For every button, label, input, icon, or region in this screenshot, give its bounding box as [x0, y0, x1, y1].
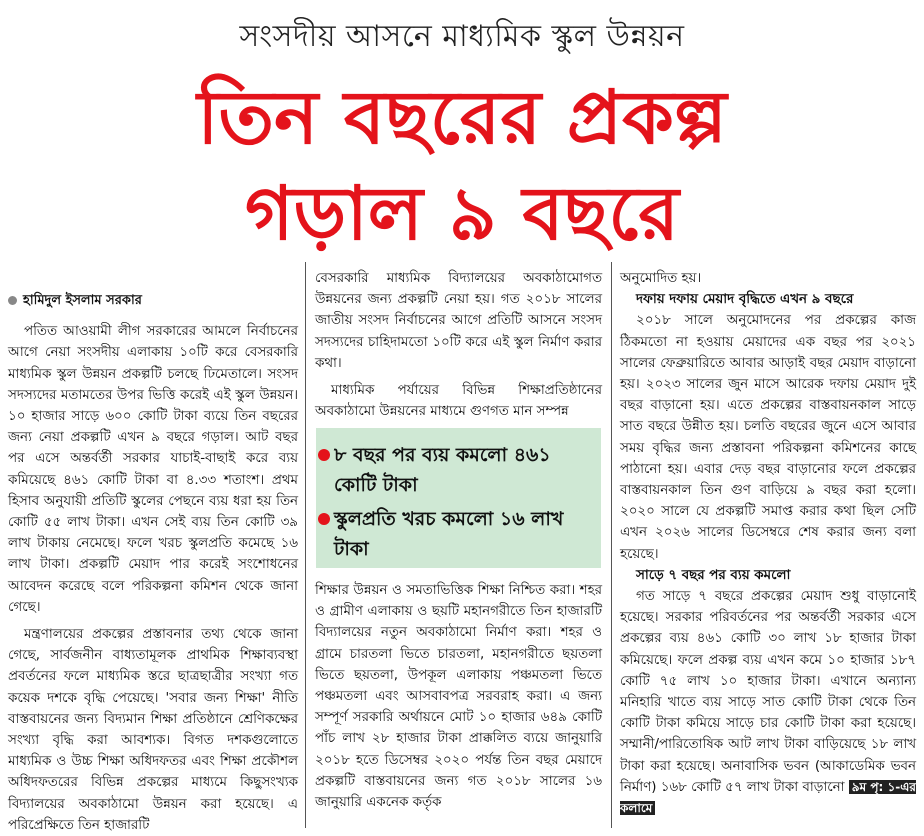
bullet-icon [318, 449, 330, 461]
highlight-box [316, 428, 601, 568]
headline-line-2: গড়াল ৯ বছরে [245, 171, 679, 257]
article-column-1 [8, 290, 298, 836]
highlight-text: ৮ বছর পর ব্যয় কমলো ৪৬১ কোটি টাকা [334, 444, 551, 496]
headline-line-1: তিন বছরের প্রকল্প [197, 75, 727, 161]
article-column-3 [620, 268, 916, 819]
highlight-item [334, 440, 590, 500]
article-column-2-lower [315, 580, 602, 813]
column-divider-2 [611, 262, 612, 828]
highlight-text: স্কুলপ্রতি খরচ কমলো ১৬ লাখ টাকা [334, 508, 564, 560]
paragraph: মন্ত্রণালয়ের প্রকল্পের প্রস্তাবনার তথ্য থেকে জানা গেছে, সার্বজনীন বাধ্যতামূলক প্রাথমিক শিক্ষাব্যবস্থা প্রবর্তনের ফলে মাধ্যমিক স্তরে ছাত্রছাত্রীর সংখ্যা গত কয়েক দশকে বৃদ্ধি পেয়েছে। 'সবার জন্য শিক্ষা' নীতি বাস্তবায়নের জন্য বিদ্যমান শিক্ষা প্রতিষ্ঠানে শ্রেণিকক্ষের সংখ্যা বৃদ্ধি করা আবশ্যক। বিগত দশকগুলোতে মাধ্যমিক ও উচ্চ শিক্ষা অধিদফতর এবং শিক্ষা প্রকৌশল অধিদফতরের বিভিন্ন প্রকল্পের মাধ্যমে কিছুসংখ্যক বিদ্যালয়ের অবকাঠামো উন্নয়ন করা হয়েছে। এ পরিপ্রেক্ষিতে তিন হাজারটি [8, 627, 298, 833]
paragraph-text: গত সাড়ে ৭ বছরে প্রকল্পের মেয়াদ শুধু বাড়ানোই হয়েছে। সরকার পরিবর্তনের পর অন্তর্বর্তী সরকার এসে প্রকল্পের ব্যয় ৪৬১ কোটি ৩০ লাখ ১৮ হাজার টাকা কমিয়েছে। ফলে প্রকল্প ব্যয় এখন কমে ১০ হাজার ১৮৭ কোটি ৭৫ লাখ ১০ হাজার টাকা। এখানে অন্যান্য মনিহারি খাতে ব্যয় সাড়ে সাত কোটি টাকা থেকে তিন কোটি টাকা কমিয়ে সাড়ে চার কোটি টাকা করা হয়েছে। সম্মানী/পারিতোষিক আট লাখ টাকা বাড়িয়েছে ১৮ লাখ টাকা করা হয়েছে। অনাবাসিক ভবন (আকাডেমিক ভবন নির্মাণ) ১৬৮ কোটি ৫৭ লাখ টাকা বাড়ানো [620, 589, 916, 795]
byline-text: হামিদুল ইসলাম সরকার [23, 293, 142, 308]
continued-label: ৯ম পৃ: ১-এর কলামে [620, 779, 916, 816]
paragraph: ২০১৮ সালে অনুমোদনের পর প্রকল্পের কাজ ঠিকমতো না হওয়ায় মেয়াদের এক বছর পর ২০২১ সালের ফেব্রুয়ারিতে আবার আড়াই বছর মেয়াদ বাড়ানো হয়। ২০২৩ সালের জুন মাসে আরেক দফায় মেয়াদ দুই বছর বাড়ানো হয়। এতে প্রকল্পের বাস্তবায়নকাল সাড়ে সাত বছরে উন্নীত হয়। চলতি বছরের জুনে এসে আবার সময় বৃদ্ধির জন্য প্রস্তাবনা পরিকল্পনা কমিশনের কাছে পাঠানো হয়। এবার দেড় বছর বাড়ানোর ফলে প্রকল্পের বাস্তবায়নকাল তিন গুণ বাড়িয়ে ৯ বছর করা হলো। ২০২০ সালে যে প্রকল্পটি সমাপ্ত করার কথা ছিল সেটি এখন ২০২৬ সালের ডিসেম্বরে শেষ করার জন্য বলা হয়েছে। [620, 313, 916, 562]
paragraph [620, 586, 916, 819]
kicker: সংসদীয় আসনে মাধ্যমিক স্কুল উন্নয়ন [239, 19, 685, 54]
byline [8, 290, 298, 311]
paragraph: শিক্ষার উন্নয়ন ও সমতাভিত্তিক শিক্ষা নিশ্চিত করা। শহর ও গ্রামীণ এলাকায় ও ছয়টি মহানগরীতে তিন হাজারটি বিদ্যালয়ের নতুন অবকাঠামো নির্মাণ করা। শহর ও গ্রামে চারতলা ভিতে চারতলা, মহানগরীতে ছয়তলা ভিতে ছয়তলা, উপকূল এলাকায় পঞ্চমতলা ভিতে পঞ্চমতলা এবং আসবাবপত্র সরবরাহ করা। এ জন্য সম্পূর্ণ সরকারি অর্থায়নে মোট ১০ হাজার ৬৪৯ কোটি পাঁচ লাখ ২৮ হাজার টাকা প্রাক্কলিত ব্যয়ে জানুয়ারি ২০১৮ হতে ডিসেম্বর ২০২০ পর্যন্ত তিন বছর মেয়াদে প্রকল্পটি বাস্তবায়নের জন্য গত ২০১৮ সালের ১৬ জানুয়ারি একনেক কর্তৃক [315, 583, 602, 811]
paragraph: মাধ্যমিক পর্যায়ের বিভিন্ন শিক্ষাপ্রতিষ্ঠানের অবকাঠামো উন্নয়নের মাধ্যমে গুণগত মান সম্পন্ন [315, 383, 602, 420]
bullet-icon [318, 513, 330, 525]
highlight-item [334, 504, 590, 564]
subheading: দফায় দফায় মেয়াদ বৃদ্ধিতে এখন ৯ বছরে [636, 292, 854, 308]
bullet-icon [8, 296, 17, 305]
article-column-2 [315, 268, 602, 422]
column-divider-1 [305, 262, 306, 828]
paragraph: পতিত আওয়ামী লীগ সরকারের আমলে নির্বাচনের আগে নেয়া সংসদীয় এলাকায় ১০টি করে বেসরকারি মাধ্যমিক স্কুল উন্নয়ন প্রকল্পটি চলছে ঢিমেতালে। সংসদ সদস্যদের মতামতের উপর ভিত্তি করেই এই স্কুল উন্নয়ন। ১০ হাজার সাড়ে ৬০০ কোটি টাকা ব্যয়ে তিন বছরের জন্য নেয়া প্রকল্পটি এখন ৯ বছরে গড়াল। আট বছর পর এসে অন্তর্বর্তী সরকার যাচাই-বাছাই করে ব্যয় কমিয়েছে ৪৬১ কোটি টাকা বা ৪.৩৩ শতাংশ। প্রথম হিসাব অনুযায়ী প্রতিটি স্কুলের পেছনে ব্যয় ধরা হয় তিন কোটি ৫৫ লাখ টাকা। এখন সেই ব্যয় তিন কোটি ৩৯ লাখ টাকায় নেমেছে। ফলে খরচ স্কুলপ্রতি কমেছে ১৬ লাখ টাকা। প্রকল্পটি মেয়াদ পার করেই সংশোধনের আবেদন করেছে বলে পরিকল্পনা কমিশন থেকে জানা গেছে। [8, 324, 298, 615]
paragraph: অনুমোদিত হয়। [620, 271, 702, 286]
paragraph: বেসরকারি মাধ্যমিক বিদ্যালয়ের অবকাঠামোগত উন্নয়নের জন্য প্রকল্পটি নেয়া হয়। গত ২০১৮ সালের জাতীয় সংসদ নির্বাচনের আগে প্রতিটি আসনে সংসদ সদস্যদের চাহিদামতো ১০টি করে এই স্কুল নির্মাণ করার কথা। [315, 271, 602, 371]
subheading: সাড়ে ৭ বছর পর ব্যয় কমলো [636, 567, 791, 583]
